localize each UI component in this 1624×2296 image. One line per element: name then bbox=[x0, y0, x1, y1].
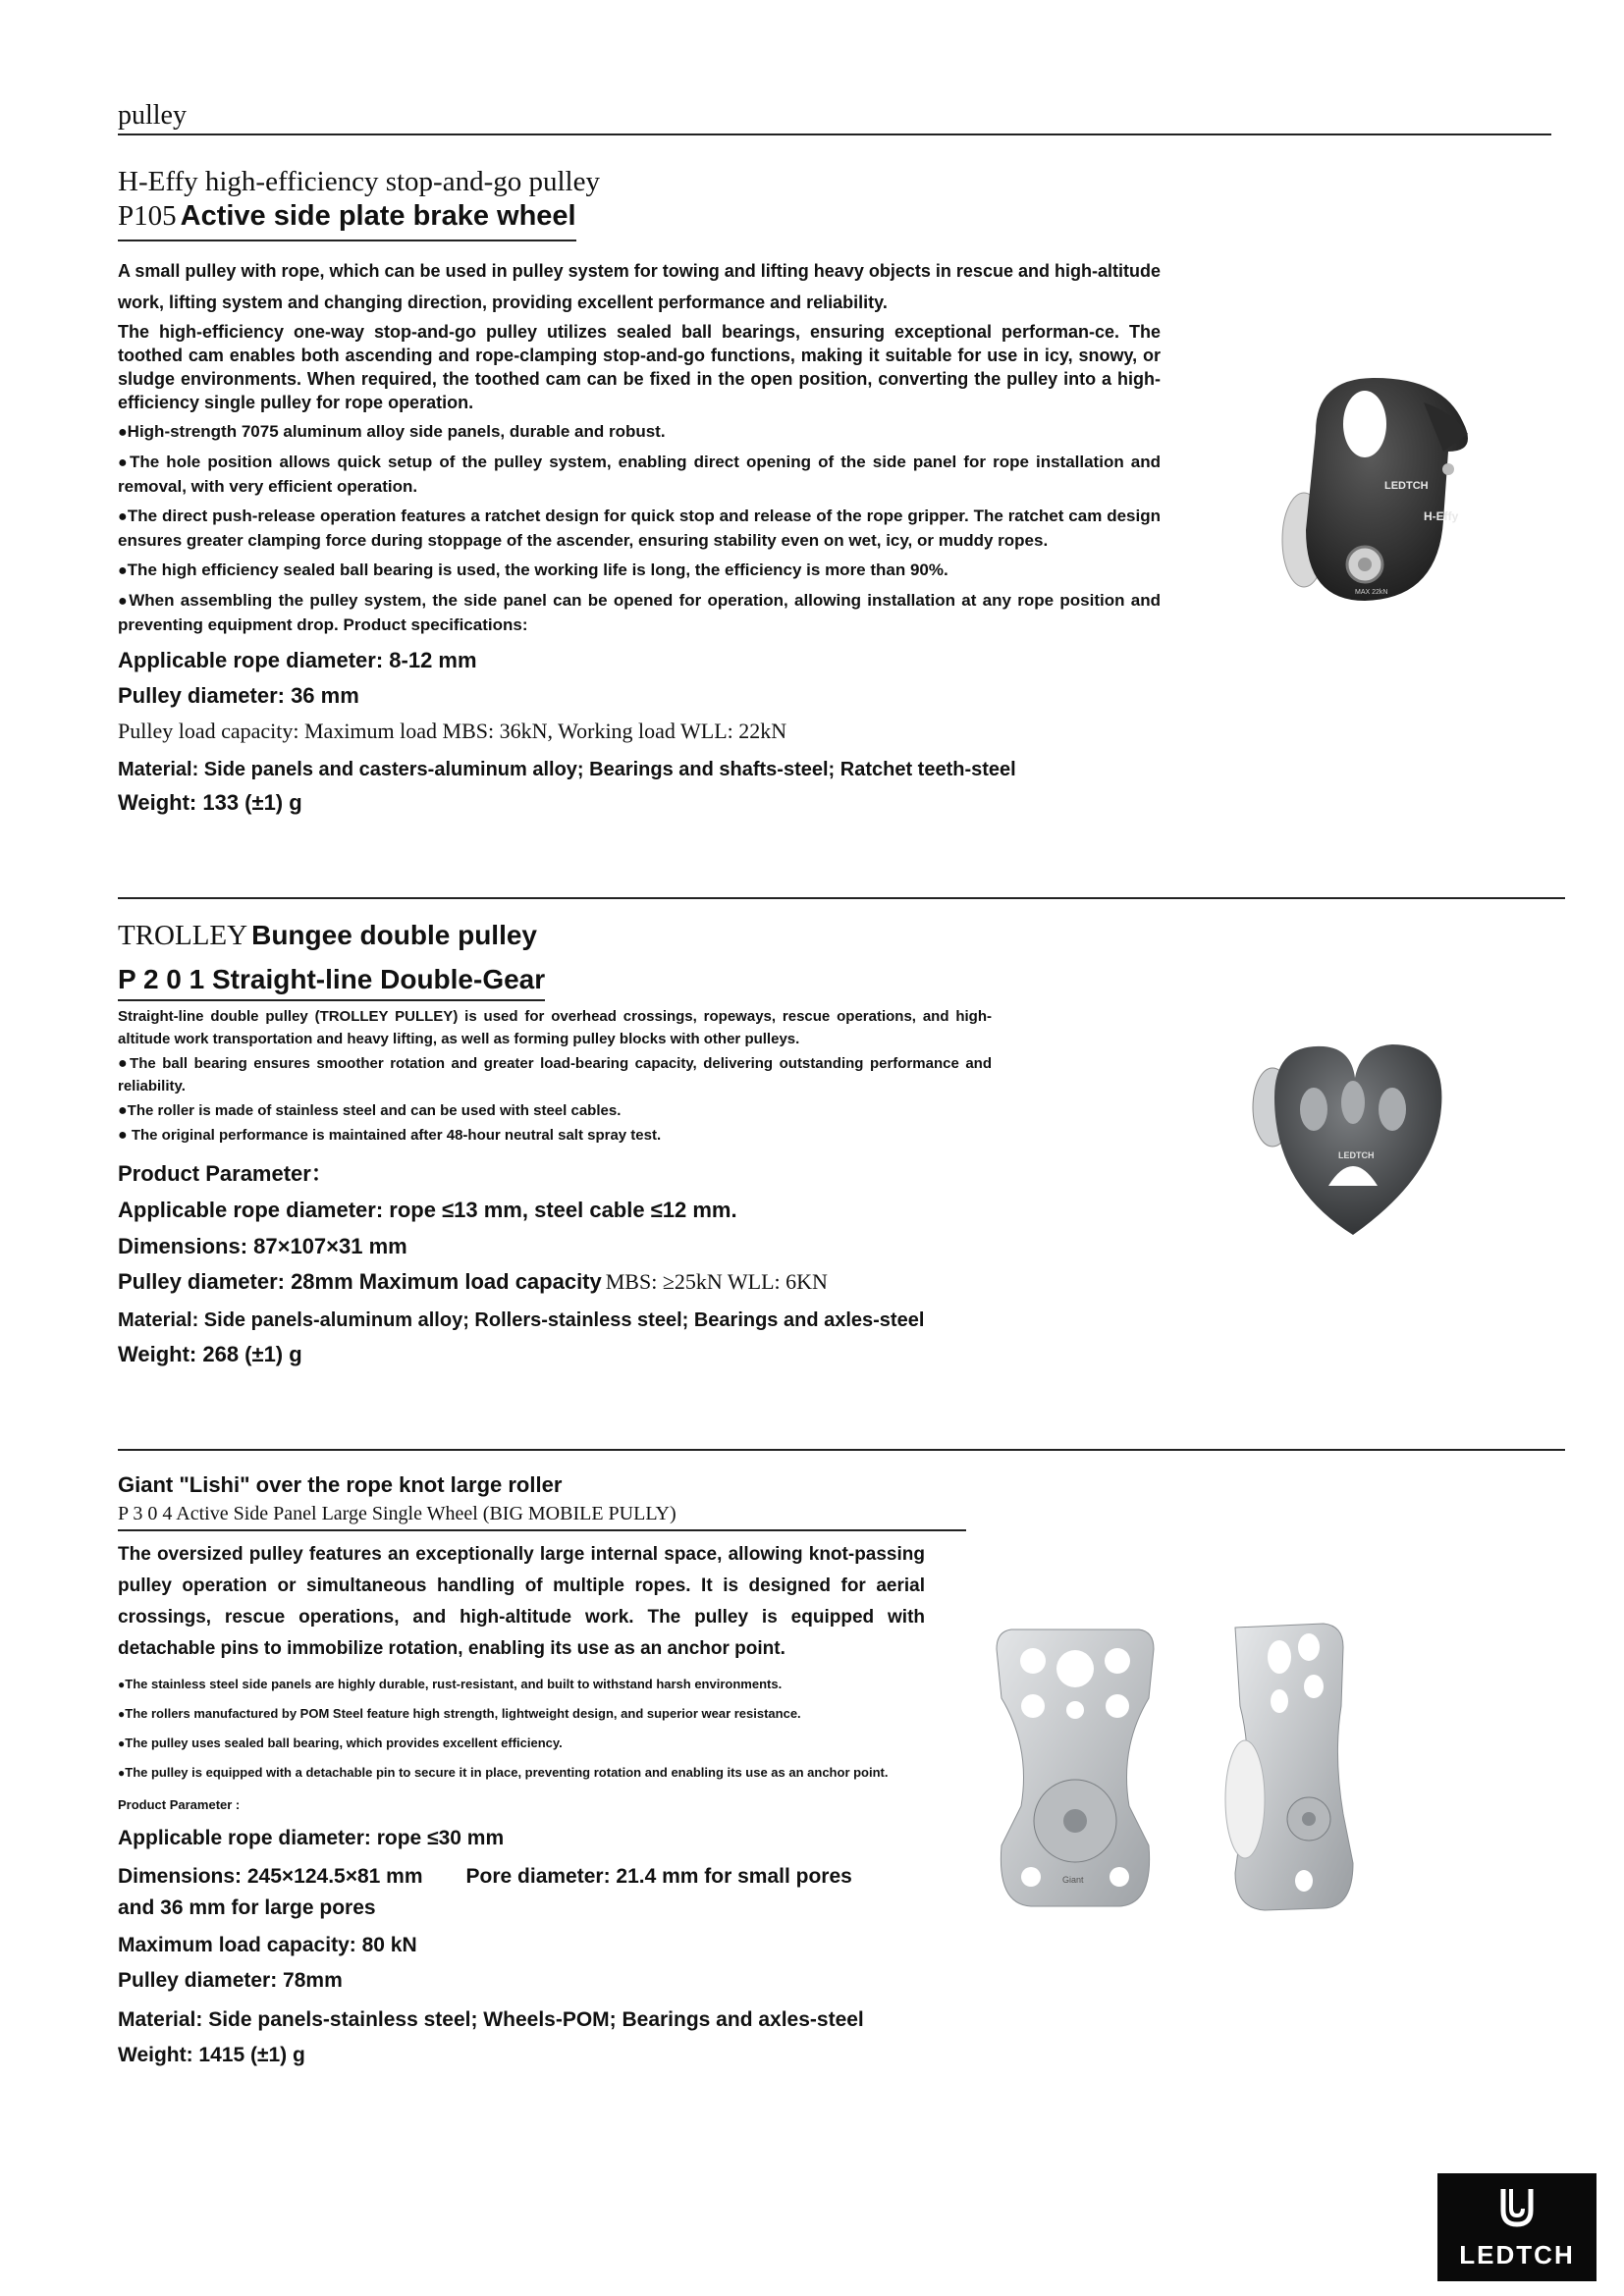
s1-para: The high-efficiency one-way stop-and-go pulley utilizes sealed ball bearings, ensuring exceptional performan-ce. The toothed cam enables both ascending and rope-clamping stop-and-go functions, making it suitable for use in icy, snowy, or sludge environments. When required, the toothed cam can be fixed in the open position, converting the pulley into a high-efficiency single pulley for rope operation. bbox=[118, 322, 1161, 412]
s3-spec-diameter: Pulley diameter: 78mm bbox=[118, 1969, 343, 1992]
s3-bullet-2: ●The rollers manufactured by POM Steel feature high strength, lightweight design, and superior wear resistance. bbox=[118, 1706, 801, 1721]
section-p201 bbox=[118, 915, 992, 1371]
s2-spec-weight: Weight: 268 (±1) g bbox=[118, 1342, 302, 1366]
bullet-dot-icon: ● bbox=[118, 1678, 126, 1691]
p105-pulley-image bbox=[1276, 373, 1492, 609]
s3-spec-pore-2: and 36 mm for large pores bbox=[118, 1896, 376, 1919]
bullet-dot-icon: ● bbox=[118, 1766, 126, 1780]
s2-subtitle: P 2 0 1 Straight-line Double-Gear bbox=[118, 961, 545, 1001]
s1-spec-diameter: Pulley diameter: 36 mm bbox=[118, 683, 359, 708]
page-header-title: pulley bbox=[118, 100, 187, 131]
s3-spec-pore: Pore diameter: 21.4 mm for small pores bbox=[465, 1865, 852, 1888]
s3-spec-weight: Weight: 1415 (±1) g bbox=[118, 2044, 305, 2066]
bullet-dot-icon: ● bbox=[118, 1707, 126, 1721]
s2-bullet-3: ● The original performance is maintained after 48-hour neutral salt spray test. bbox=[118, 1127, 662, 1144]
bullet-dot-icon: ● bbox=[118, 454, 131, 471]
ledtch-logo-text: LEDTCH bbox=[1459, 2240, 1575, 2269]
bullet-dot-icon: ● bbox=[118, 562, 128, 579]
bullet-dot-icon: ● bbox=[118, 1102, 128, 1119]
s2-spec-material: Material: Side panels-aluminum alloy; Rollers-stainless steel; Bearings and axles-steel bbox=[118, 1309, 925, 1331]
bullet-dot-icon: ● bbox=[118, 1055, 131, 1072]
s2-spec-diameter: Pulley diameter: 28mm Maximum load capacity MBS: ≥25kN WLL: 6KN bbox=[118, 1269, 828, 1294]
s3-spec-dim: Dimensions: 245×124.5×81 mm bbox=[118, 1865, 423, 1888]
s2-subtitle-line bbox=[118, 961, 992, 1003]
s2-title-sans: Bungee double pulley bbox=[251, 920, 538, 950]
p105-load-mark: MAX 22kN bbox=[1355, 589, 1388, 596]
s2-param-label: Product Parameter： bbox=[118, 1161, 333, 1186]
s1-code: P105 bbox=[118, 200, 177, 232]
s1-bullet-4: ●The high efficiency sealed ball bearing is used, the working life is long, the efficiency is more than 90%. bbox=[118, 561, 948, 579]
section-rule-1 bbox=[118, 897, 1565, 899]
s1-bullet-3: ●The direct push-release operation features a ratchet design for quick stop and release of the rope gripper. The ratchet cam design ensures greater clamping force during stoppage of the ascender, ensuring stability even on wet, icy, or muddy ropes. bbox=[118, 507, 1161, 550]
s2-spec-rope: Applicable rope diameter: rope ≤13 mm, steel cable ≤12 mm. bbox=[118, 1198, 737, 1222]
s3-param-label: Product Parameter : bbox=[118, 1797, 241, 1812]
s2-bullet-2: ●The roller is made of stainless steel and can be used with steel cables. bbox=[118, 1102, 622, 1119]
s3-title: Giant "Lishi" over the rope knot large roller bbox=[118, 1472, 563, 1497]
section-rule-2 bbox=[118, 1449, 1565, 1451]
s3-subtitle-line bbox=[118, 1500, 966, 1531]
ledtch-logo bbox=[1437, 2173, 1597, 2281]
s3-subtitle: P 3 0 4 Active Side Panel Large Single Wheel (BIG MOBILE PULLY) bbox=[118, 1503, 677, 1524]
p105-brand-mark: LEDTCH bbox=[1384, 480, 1429, 492]
p201-brand-mark: LEDTCH bbox=[1338, 1150, 1375, 1160]
p201-pulley-image bbox=[1245, 1039, 1459, 1241]
s3-spec-dim-line bbox=[118, 1861, 925, 1893]
bullet-dot-icon: ● bbox=[118, 1736, 126, 1750]
s1-subtitle: Active side plate brake wheel bbox=[180, 200, 576, 232]
header-rule bbox=[118, 133, 1551, 135]
s1-spec-load: Pulley load capacity: Maximum load MBS: 36kN, Working load WLL: 22kN bbox=[118, 719, 787, 743]
s3-bullet-3: ●The pulley uses sealed ball bearing, which provides excellent efficiency. bbox=[118, 1735, 563, 1750]
p304-pulley-front-image bbox=[992, 1620, 1159, 1914]
s2-title-serif: TROLLEY bbox=[118, 920, 248, 951]
section-p105 bbox=[118, 165, 1161, 820]
s1-bullet-5: ●When assembling the pulley system, the side panel can be opened for operation, allowing installation at any rope position and preventing equipment drop. Product specifications: bbox=[118, 591, 1161, 634]
s3-intro: The oversized pulley features an exceptionally large internal space, allowing knot-passing pulley operation or simultaneous handling of multiple ropes. It is designed for aerial crossings, rescue operations, and high-altitude work. The pulley is equipped with detachable pins to immobilize rotation, enabling its use as an anchor point. bbox=[118, 1544, 925, 1659]
s2-spec-dim: Dimensions: 87×107×31 mm bbox=[118, 1234, 407, 1258]
bullet-dot-icon: ● bbox=[118, 508, 128, 525]
s1-spec-rope: Applicable rope diameter: 8-12 mm bbox=[118, 648, 477, 672]
s2-bullet-1: ●The ball bearing ensures smoother rotation and greater load-bearing capacity, delivering outstanding performance and reliability. bbox=[118, 1055, 993, 1095]
s1-bullet-2: ●The hole position allows quick setup of the pulley system, enabling direct opening of the side panel for rope installation and removal, with very efficient operation. bbox=[118, 453, 1162, 496]
s3-spec-material: Material: Side panels-stainless steel; Wheels-POM; Bearings and axles-steel bbox=[118, 2008, 864, 2031]
s3-bullet-4: ●The pulley is equipped with a detachable pin to secure it in place, preventing rotation and enabling its use as an anchor point. bbox=[118, 1765, 889, 1780]
section-p304 bbox=[118, 1470, 925, 2073]
s1-spec-material: Material: Side panels and casters-aluminum alloy; Bearings and shafts-steel; Ratchet teeth-steel bbox=[118, 759, 1016, 780]
bullet-dot-icon: ● bbox=[118, 593, 130, 610]
s3-spec-load: Maximum load capacity: 80 kN bbox=[118, 1934, 417, 1956]
s3-spec-rope: Applicable rope diameter: rope ≤30 mm bbox=[118, 1827, 505, 1849]
s2-title bbox=[118, 915, 992, 961]
s1-subtitle-line bbox=[118, 198, 1161, 241]
s1-intro: A small pulley with rope, which can be used in pulley system for towing and lifting heavy objects in rescue and high-altitude work, lifting system and changing direction, providing excellent performance and reliability. bbox=[118, 261, 1161, 312]
s1-bullet-1: ●High-strength 7075 aluminum alloy side panels, durable and robust. bbox=[118, 422, 666, 441]
s2-intro: Straight-line double pulley (TROLLEY PULLEY) is used for overhead crossings, ropeways, rescue operations, and high-altitude work transportation and heavy lifting, as well as forming pulley blocks with other pulleys. bbox=[118, 1008, 992, 1047]
p105-model-mark: H-Effy bbox=[1424, 509, 1459, 523]
bullet-dot-icon: ● bbox=[118, 424, 128, 441]
s3-bullet-1: ●The stainless steel side panels are highly durable, rust-resistant, and built to withstand harsh environments. bbox=[118, 1677, 783, 1691]
p304-pulley-side-image bbox=[1206, 1618, 1363, 1916]
bullet-dot-icon: ● bbox=[118, 1127, 128, 1144]
s1-spec-weight: Weight: 133 (±1) g bbox=[118, 790, 302, 815]
s1-title: H-Effy high-efficiency stop-and-go pulley bbox=[118, 166, 600, 197]
ledtch-logo-mark-icon bbox=[1497, 2185, 1537, 2228]
p304-giant-mark: Giant bbox=[1062, 1875, 1084, 1885]
